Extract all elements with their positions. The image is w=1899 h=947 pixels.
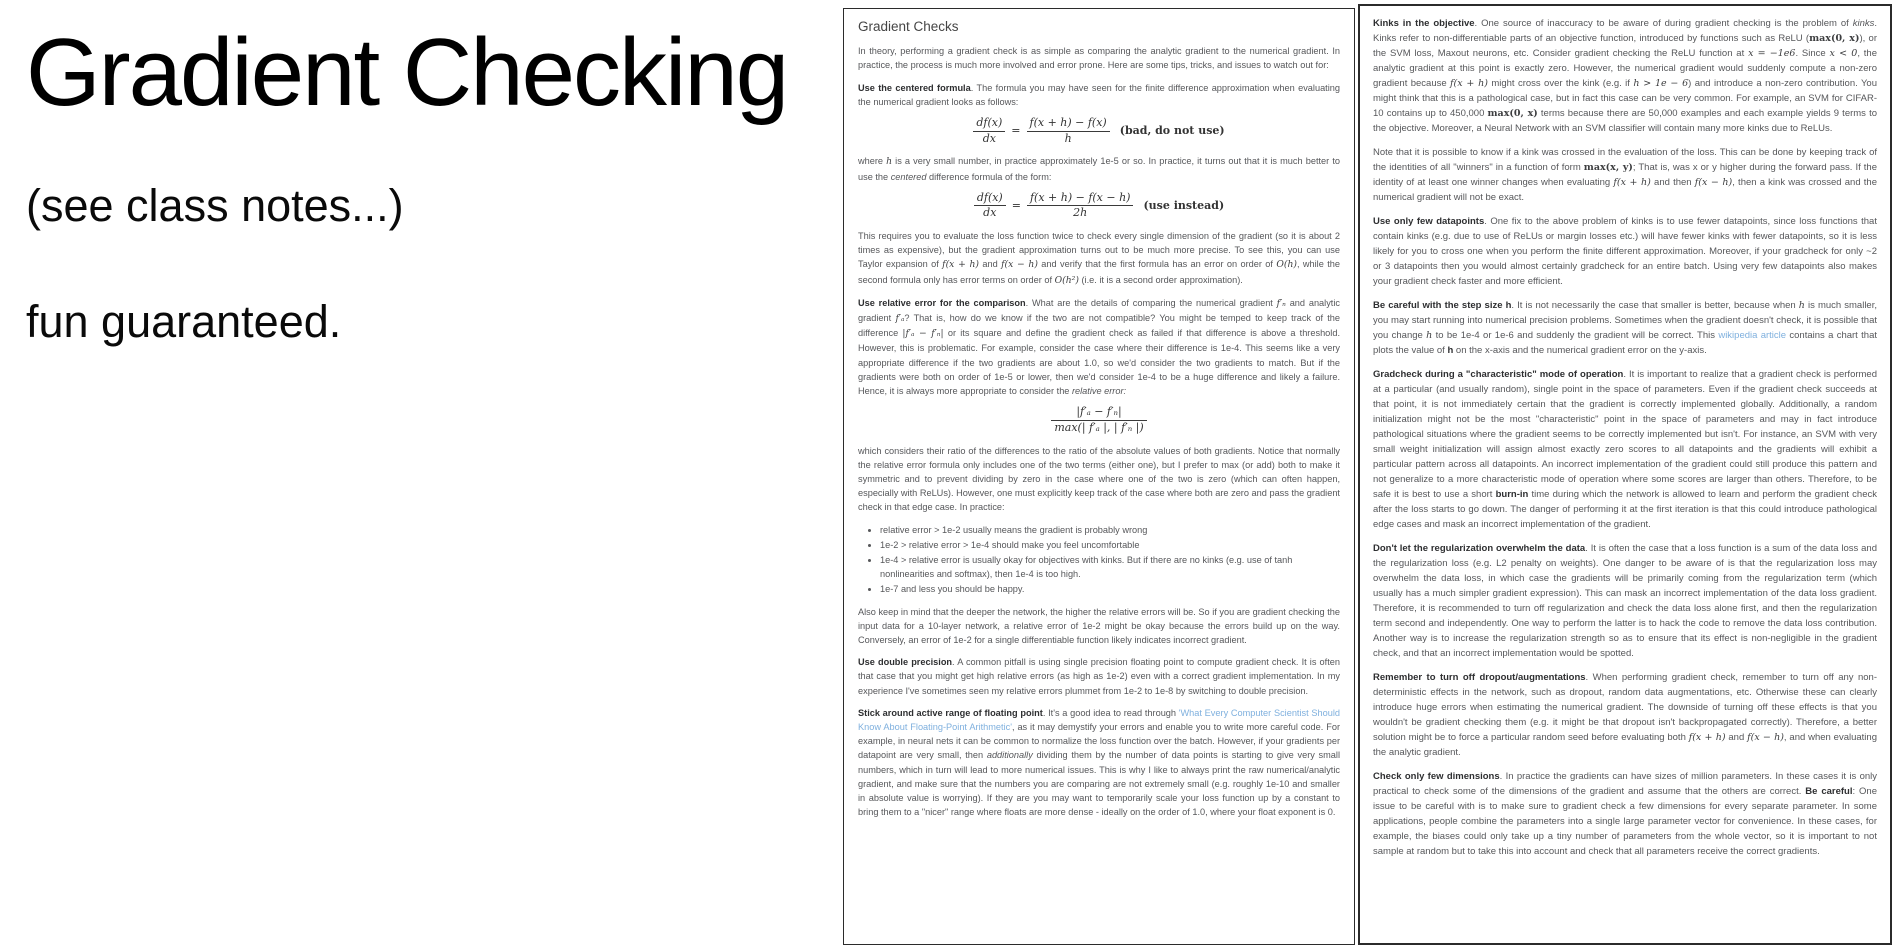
text-segment: |f′ₐ − f′ₙ| <box>902 328 944 340</box>
paragraph <box>858 655 1340 698</box>
fraction-formula <box>858 406 1340 434</box>
text-segment: h <box>886 156 893 168</box>
text-segment: Stick around active range of floating point <box>858 707 1043 718</box>
fraction: $\frac{df(x)}{dx}$ <box>973 117 1005 145</box>
text-segment: f(x + h) <box>1613 177 1651 188</box>
equals-sign: = <box>1011 198 1021 212</box>
text-segment: and <box>1725 732 1748 743</box>
text-segment: which considers their ratio of the differences to the ratio of the absolute values of both gradients. Notice that normally the relative error formula only includes one of the two terms (either one), but I prefer to max (or add) both to make it symmetric and to prevent dividing by zero in the case where one of the two is zero (which can often happen, especially with ReLUs). However, one must explicitly keep track of the case where both are zero and pass the gradient check in that edge case. In practice: <box>858 445 1340 513</box>
text-segment: . It is often the case that a loss function is a sum of the data loss and the regularization loss (e.g. L2 penalty on weights). One danger to be aware of is that the regularization loss may overwhelm the data loss, in which case the gradients will be primarily coming from the regularization term (which usually has a much simpler gradient expression). This can mask an incorrect implementation of the data loss gradient. Therefore, it is recommended to turn off regularization and check the data loss alone first, and then the regularization term second and independently. One way to perform the latter is to hack the code to remove the data loss contribution. Another way is to increase the regularization strength so as to ensure that its effect is non-negligible in the gradient check, and that an incorrect implementation would be spotted. <box>1373 543 1877 659</box>
text-segment: relative error: <box>1071 386 1127 397</box>
text-segment: ), or the SVM loss, Maxout neurons, etc. Consider gradient checking the ReLU function at <box>1373 33 1877 59</box>
text-segment: and verify that the first formula has an error on order of <box>1037 259 1277 270</box>
text-segment: h > 1e − 6 <box>1633 78 1689 89</box>
text-segment: 1e-2 > relative error > 1e-4 should make you feel uncomfortable <box>880 539 1140 550</box>
text-segment: Don't let the regularization overwhelm the data <box>1373 543 1586 554</box>
text-segment: ) and introduce a non-zero contribution. You might think that this is a pathological case, but in fact this case can be very common. For example, an SVM for CIFAR-10 contains up to 450,000 <box>1373 78 1877 119</box>
notes-screenshot-right-panel <box>1358 4 1892 945</box>
text-segment: and analytic gradient <box>858 297 1340 323</box>
paragraph <box>1373 670 1877 760</box>
text-segment: O(h²) <box>1054 274 1079 286</box>
text-segment: Be careful <box>1805 786 1853 797</box>
text-segment: time during which the network is allowed to learn and perform the gradient check after the loss starts to go down. The danger of performing it at the first iteration is that this could introduce pathological edge cases and mask an incorrect implementation of the gradient. <box>1373 489 1877 530</box>
paragraph <box>858 444 1340 515</box>
text-segment: . One fix to the above problem of kinks is to use fewer datapoints, since loss functions that contain kinks (e.g. due to use of ReLUs or margin losses etc.) will have fewer kinks with fewer datapoints, so it is less likely for you to cross one when you perform the finite different approximation. Moreover, if your gradcheck for only ~2 or 3 datapoints then you would almost certainly gradcheck for an entire batch. Using very few datapoints also makes your gradient check faster and more efficient. <box>1373 216 1877 287</box>
text-segment: f(x − h) <box>1694 177 1733 188</box>
text-segment: Be careful with the step size h <box>1373 300 1512 311</box>
text-segment: max(0, x) <box>1487 108 1538 119</box>
text-segment: ? That is, how do we know if the two are not compatible? You might be temped to keep track of the difference <box>858 313 1341 339</box>
paragraph <box>858 154 1340 183</box>
paragraph <box>858 706 1340 820</box>
text-segment: Remember to turn off dropout/augmentations <box>1373 672 1586 683</box>
paragraph <box>1373 214 1877 289</box>
equation <box>858 117 1340 145</box>
notes-left-content <box>858 44 1340 819</box>
bullet-item <box>880 582 1340 596</box>
slide-subtitle: (see class notes...) <box>26 180 404 231</box>
notes-right-content <box>1373 16 1877 859</box>
text-segment: centered <box>890 171 927 182</box>
paragraph <box>858 605 1340 648</box>
text-segment: In theory, performing a gradient check is as simple as comparing the analytic gradient to the numerical gradient. In practice, the process is much more involved and error prone. Here are some tips, tricks, and issues to watch out for: <box>858 46 1340 71</box>
text-segment: , as it may demystify your errors and enable you to write more careful code. For example, in neural nets it can be common to normalize the loss function over the batch. However, if your gradients per datapoint are very small, then <box>858 721 1340 761</box>
text-segment: ; That is, was x or y higher during the forward pass. If the identity of at least one winner changes when evaluating <box>1373 162 1877 188</box>
bullet-item <box>880 523 1340 537</box>
text-segment: h <box>1798 300 1805 311</box>
text-segment: O(h) <box>1276 259 1297 271</box>
text-segment: (i.e. it is a second order approximation). <box>1078 274 1243 285</box>
paragraph <box>1373 769 1877 859</box>
paragraph <box>858 44 1340 72</box>
bullet-list <box>858 523 1340 597</box>
text-segment: Kinks in the objective <box>1373 18 1475 29</box>
paragraph <box>1373 145 1877 205</box>
text-segment: f′ₙ <box>1276 297 1286 309</box>
inline-link[interactable]: wikipedia article <box>1718 330 1787 341</box>
slide-title: Gradient Checking <box>26 19 788 126</box>
notes-screenshot-left-panel <box>843 8 1355 945</box>
text-segment: . Kinks refer to non-differentiable parts of an objective function, introduced by functions such as ReLU ( <box>1373 18 1877 44</box>
text-segment: to be 1e-4 or 1e-6 and suddenly the gradient will be correct. This <box>1432 330 1719 341</box>
text-segment: terms because there are 50,000 examples and each example yields 9 terms to the objective. Moreover, a Neural Network with an SVM classifier will contain many more kinks due to ReLUs. <box>1373 108 1878 134</box>
paragraph <box>1373 541 1877 661</box>
text-segment: max(0, x) <box>1809 33 1860 44</box>
text-segment: , the analytic gradient at this point is exactly zero. However, the numerical gradient would suddenly compute a non-zero gradient because <box>1373 48 1877 89</box>
text-segment: . A common pitfall is using single precision floating point to compute gradient check. It is often that case that you might get high relative errors (as high as 1e-2) even with a correct gradient implementation. In my experience I've sometimes seen my relative errors plummet from 1e-2 to 1e-8 by switching to double precision. <box>858 657 1340 696</box>
text-segment: This requires you to evaluate the loss function twice to check every single dimension of the gradient (so it is about 2 times as expensive), but the gradient approximation turns out to be much more precise. To see this, you can use Taylor expansion of <box>858 230 1340 270</box>
text-segment: h <box>1426 330 1433 341</box>
text-segment: . One source of inaccuracy to be aware of during gradient checking is the problem of <box>1474 18 1853 29</box>
formula-note: (use instead) <box>1143 198 1225 212</box>
formula-note: (bad, do not use) <box>1119 124 1225 138</box>
text-segment: , while the second formula only has error terms on order of <box>858 259 1340 285</box>
text-segment: : One issue to be careful with is to make sure to gradient check a few dimensions for every separate parameter. In some applications, people combine the parameters into a single large parameter vector for convenience. In these cases, for example, the biases could only take up a tiny number of parameters from the whole vector, so it is important to not sample at random but to take this into account and check that all parameters receive the correct gradients. <box>1373 786 1877 857</box>
text-segment: f(x + h) <box>942 259 980 271</box>
text-segment: where <box>858 156 887 167</box>
text-segment: Use the centered formula <box>858 82 971 93</box>
text-segment: max(x, y) <box>1583 162 1633 173</box>
equation <box>858 192 1340 220</box>
text-segment: f′ₐ <box>895 313 905 324</box>
text-segment: and <box>979 259 1002 270</box>
paragraph <box>858 296 1340 398</box>
slide-note: fun guaranteed. <box>26 296 342 347</box>
paragraph <box>1373 298 1877 358</box>
text-segment: additionally <box>986 750 1033 761</box>
text-segment: h <box>1447 345 1454 356</box>
notes-page-heading: Gradient Checks <box>858 19 959 34</box>
text-segment: Check only few dimensions <box>1373 771 1500 782</box>
text-segment: Use relative error for the comparison <box>858 297 1026 308</box>
equals-sign: = <box>1011 124 1021 138</box>
fraction: $\frac{df(x)}{dx}$ <box>974 192 1006 220</box>
text-segment: x = −1e6 <box>1748 48 1796 59</box>
bullet-item <box>880 538 1340 552</box>
text-segment: . It's a good idea to read through <box>1042 707 1179 718</box>
bullet-item <box>880 553 1340 581</box>
text-segment: 1e-4 > relative error is usually okay for objectives with kinks. But if there are no kinks (e.g. use of tanh nonlinearities and softmax), then 1e-4 is too high. <box>880 554 1293 580</box>
text-segment: or its square and define the gradient check as failed if that difference is above a threshold. However, this is problematic. For example, consider the case where their difference is 1e-4. This seems like a very appropriate difference if the two gradients are about 1.0, so we'd consider the two gradients to match. But if the gradients were both on order of 1e-5 or lower, then we'd consider 1e-4 to be a huge difference and likely a failure. Hence, it is always more appropriate to consider the <box>858 328 1340 397</box>
text-segment: and then <box>1650 177 1695 188</box>
text-segment: Also keep in mind that the deeper the network, the higher the relative errors will be. So if you are gradient checking the input data for a 10-layer network, a relative error of 1e-2 might be okay because the errors build up on the way. Conversely, an error of 1e-2 for a single differentiable function likely indicates incorrect gradient. <box>858 606 1340 645</box>
text-segment: . When performing gradient check, remember to turn off any non-deterministic effects in the network, such as dropout, random data augmentations, etc. Otherwise these can clearly introduce huge errors when estimating the numerical gradient. The downside of turning off these effects is that you wouldn't be gradient checking them (e.g. it might be that dropout isn't backpropagated correctly). Therefore, a better solution might be to force a particular random seed before evaluating both <box>1373 672 1877 743</box>
text-segment: Gradcheck during a "characteristic" mode of operation <box>1373 369 1624 380</box>
text-segment: Use only few datapoints <box>1373 216 1485 227</box>
text-segment: . It is important to realize that a gradient check is performed at a particular (and usually random), single point in the space of parameters. Even if the gradient check succeeds at that point, it is not immediately certain that the gradient is correctly implemented globally. Additionally, a random initialization might not be the most "characteristic" point in the space of parameters and may in fact introduce pathological situations where the gradient seems to be correctly implemented but isn't. For instance, an SVM with very small weight initialization will assign almost exactly zero scores to all datapoints and the gradients will exhibit a particular pattern across all datapoints. An incorrect implementation of the gradient could still produce this pattern and not generalize to a more characteristic mode of operation where some scores are larger than others. Therefore, to be safe it is best to use a short <box>1373 369 1878 500</box>
text-segment: Use double precision <box>858 657 953 668</box>
text-segment: f(x + h) <box>1688 732 1726 743</box>
text-segment: Note that it is possible to know if a kink was crossed in the evaluation of the loss. This can be done by keeping track of the identities of all "winners" in a function of form <box>1373 147 1877 173</box>
paragraph <box>1373 16 1877 136</box>
text-segment: . Since <box>1795 48 1830 59</box>
text-segment: 1e-7 and less you should be happy. <box>880 584 1025 595</box>
text-segment: . In practice the gradients can have sizes of million parameters. In these cases it is only practical to check some of the dimensions of the gradient and assume that the others are correct. <box>1373 771 1877 797</box>
text-segment: contains a chart that plots the value of <box>1373 330 1877 356</box>
text-segment: f(x + h) <box>1450 78 1488 89</box>
text-segment: is a very small number, in practice approximately 1e-5 or so. In practice, it turns out that it is much better to use the <box>858 156 1340 182</box>
text-segment: . The formula you may have seen for the finite difference approximation when evaluating the numerical gradient looks as follows: <box>858 82 1340 107</box>
text-segment: , then a kink was crossed and the numerical gradient will not be exact. <box>1373 177 1877 203</box>
text-segment: is much smaller, you may start running into numerical precision problems. Sometimes when the gradient doesn't check, it is possible that you change <box>1373 300 1877 341</box>
text-segment: x < 0 <box>1829 48 1858 59</box>
fraction: $\frac{f(x + h) - f(x - h)}{2h}$ <box>1027 192 1134 220</box>
paragraph <box>858 229 1340 288</box>
text-segment: f(x − h) <box>1001 259 1038 271</box>
text-segment: , and when evaluating the analytic gradient. <box>1373 732 1877 758</box>
text-segment: f(x − h) <box>1747 732 1784 743</box>
text-segment: might cross over the kink (e.g. if <box>1487 78 1634 89</box>
text-segment: . What are the details of comparing the numerical gradient <box>1025 297 1277 308</box>
text-segment: kinks <box>1852 18 1875 29</box>
text-segment: difference formula of the form: <box>926 171 1052 182</box>
fraction: $\frac{\text{|f′ₐ − f′ₙ|}}{\text{max(| f′ₐ |, | f′ₙ |)}}$ <box>1051 406 1146 434</box>
text-segment: . It is not necessarily the case that smaller is better, because when <box>1511 300 1799 311</box>
text-segment: dividing them by the number of data points is starting to give very small numbers, which in turn will lead to more numerical issues. This is why I like to always print the raw numerical/analytic gradient, and make sure that the numbers you are comparing are not extremely small (e.g. roughly 1e-10 and smaller in absolute value is worrying). If they are you may want to temporarily scale your loss function up by a constant to bring them to a "nicer" range where floats are more dense - ideally on the order of 1.0, where your float exponent is 0. <box>858 750 1340 818</box>
paragraph <box>858 81 1340 109</box>
text-segment: relative error > 1e-2 usually means the gradient is probably wrong <box>880 524 1148 535</box>
text-segment: on the x-axis and the numerical gradient error on the y-axis. <box>1453 345 1707 356</box>
paragraph <box>1373 367 1877 532</box>
text-segment: burn-in <box>1495 489 1529 500</box>
inline-link[interactable]: 'What Every Computer Scientist Should Know About Floating-Point Arithmetic' <box>858 707 1340 732</box>
fraction: $\frac{f(x + h) - f(x)}{h}$ <box>1027 117 1110 145</box>
